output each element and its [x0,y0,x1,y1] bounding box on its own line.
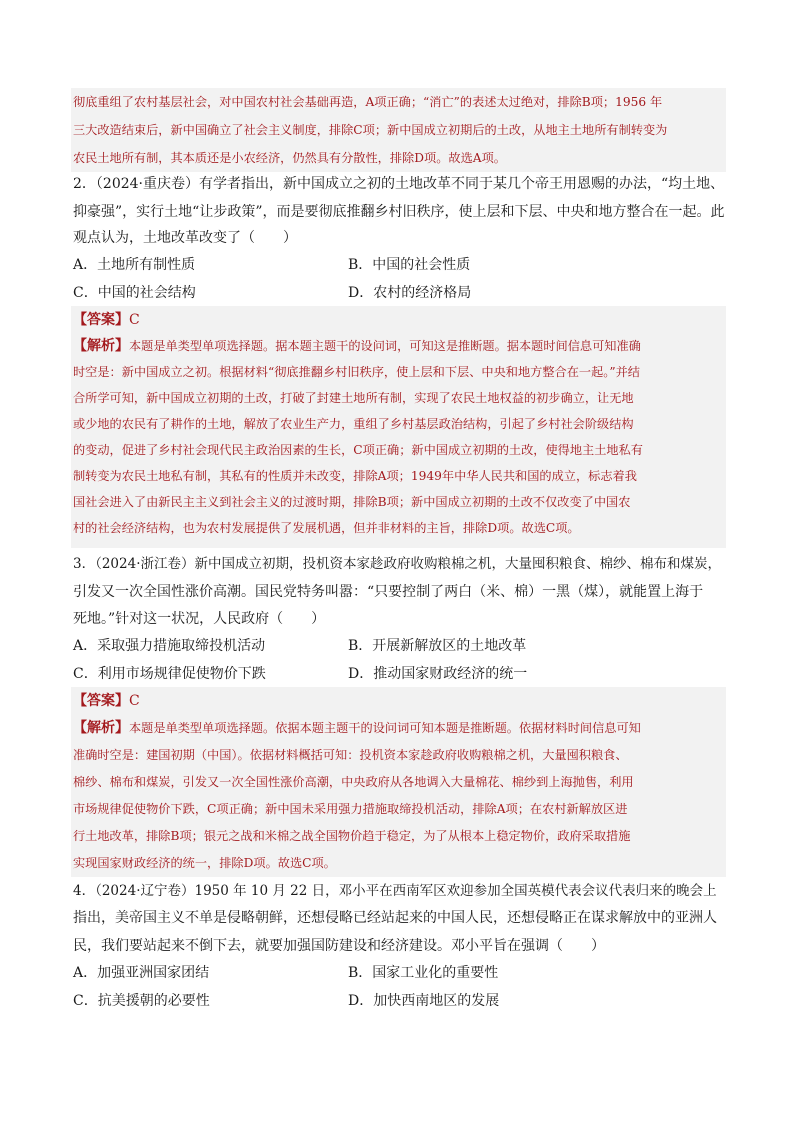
question-2-answer [73,306,725,334]
question-3-stem-line: 引发又一次全国性涨价高潮。国民党特务叫嚣：“只要控制了两白（米、棉）一黑（煤），就能置上海于 [73,584,704,600]
question-4-stem-line: 4．（2024·辽宁卷）1950 年 10 月 22 日，邓小平在西南军区欢迎参加全国英模代表会议代表归来的晚会上 [73,883,717,899]
question-2-analysis-line: 制转变为农民土地私有制，其私有的性质并未改变，排除A项；1949年中华人民共和国的成立，标志着我 [73,469,637,483]
analysis-text: 本题是单类型单项选择题。据本题主题干的设问词，可知这是推断题。据本题时间信息可知准确 [129,339,641,353]
question-3-option-c: C．利用市场规律促使物价下跌 [73,666,266,682]
question-2-analysis-line: 或少地的农民有了耕作的土地，解放了农业生产力，重组了乡村基层政治结构，引起了乡村社会阶级结构 [73,417,634,431]
analysis-tag: 【解析】 [73,720,129,736]
question-4-option-d: D．加快西南地区的发展 [348,993,500,1009]
prev-analysis-line: 三大改造结束后，新中国确立了社会主义制度，排除C项；新中国成立初期后的土改，从地主土地所有制转变为 [73,123,668,137]
prev-analysis-line: 农民土地所有制，其本质还是小农经济，仍然具有分散性，排除D项。故选A项。 [73,151,506,165]
question-3-analysis-line [73,714,725,742]
question-2-analysis-line: 合所学可知，新中国成立初期的土改，打破了封建土地所有制，实现了农民土地权益的初步确立，让无地 [73,391,634,405]
question-4-stem-line: 民，我们要站起来不倒下去，就要加强国防建设和经济建设。邓小平旨在强调（ ） [73,938,605,954]
question-2-option-c: C．中国的社会结构 [73,285,196,301]
question-3-analysis-line: 行土地改革，排除B项；银元之战和米棉之战全国物价趋于稳定，为了从根本上稳定物价，政府采取措施 [73,829,631,843]
question-2-analysis-line: 的变动，促进了乡村社会现代民主政治因素的生长，C项正确；新中国成立初期的土改，使得地主土地私有 [73,443,643,457]
question-3-stem-line: 死地。”针对这一状况，人民政府（ ） [73,611,326,627]
question-3-option-b: B．开展新解放区的土地改革 [348,638,527,654]
question-2-analysis-line: 村的社会经济结构，也为农村发展提供了发展机遇，但并非材料的主旨，排除D项。故选C项。 [73,521,580,535]
question-2-option-b: B．中国的社会性质 [348,257,471,273]
question-3-answer [73,687,725,715]
question-3-analysis-line: 市场规律促使物价下跌，C项正确；新中国未采用强力措施取缔投机活动，排除A项；在农村新解放区进 [73,802,628,816]
question-2-analysis-line: 国社会进入了由新民主主义到社会主义的过渡时期，排除B项；新中国成立初期的土改不仅改变了中国农 [73,495,631,509]
answer-tag: 【答案】 [73,312,129,328]
question-2-option-a: A．土地所有制性质 [73,257,196,273]
analysis-tag: 【解析】 [73,338,129,354]
question-3-analysis-line: 实现国家财政经济的统一，排除D项。故选C项。 [73,856,336,870]
prev-analysis-line: 彻底重组了农村基层社会，对中国农村社会基础再造，A项正确；“消亡”的表述太过绝对，排除B项；1956 年 [73,95,663,109]
question-4-option-a: A．加强亚洲国家团结 [73,965,210,981]
question-2-stem-line: 观点认为，土地改革改变了（ ） [73,230,297,246]
question-3-analysis-line: 棉纱、棉布和煤炭，引发又一次全国性涨价高潮，中央政府从各地调入大量棉花、棉纱到上海抛售，利用 [73,775,634,789]
question-3-option-d: D．推动国家财政经济的统一 [348,666,528,682]
question-2-stem-line: 2．（2024·重庆卷）有学者指出，新中国成立之初的土地改革不同于某几个帝王用恩赐的办法，“均土地、 [73,176,725,192]
question-2-option-d: D．农村的经济格局 [348,285,472,301]
question-4-option-c: C．抗美援朝的必要性 [73,993,210,1009]
question-3-analysis-line: 准确时空是：建国初期（中国）。依据材料概括可知：投机资本家趁政府收购粮棉之机，大量囤积粮食、 [73,748,628,762]
question-3-stem-line: 3．（2024·浙江卷）新中国成立初期，投机资本家趁政府收购粮棉之机，大量囤积粮食、棉纱、棉布和煤炭， [73,556,721,572]
question-4-option-b: B．国家工业化的重要性 [348,965,499,981]
question-2-analysis-line: 时空是：新中国成立之初。根据材料“彻底推翻乡村旧秩序，使上层和下层、中央和地方整合在一起。”并结 [73,365,640,379]
answer-value: C [129,693,140,709]
question-2-stem-line: 抑豪强”，实行土地“让步政策”，而是要彻底推翻乡村旧秩序，使上层和下层、中央和地方整合在一起。此 [73,204,725,220]
question-2-analysis-line [73,332,725,360]
answer-tag: 【答案】 [73,693,129,709]
question-4-stem-line: 指出，美帝国主义不单是侵略朝鲜，还想侵略已经站起来的中国人民，还想侵略正在谋求解放中的亚洲人 [73,910,717,926]
question-3-option-a: A．采取强力措施取缔投机活动 [73,638,266,654]
analysis-text: 本题是单类型单项选择题。依据本题主题干的设问词可知本题是推断题。依据材料时间信息可知 [129,721,641,735]
answer-value: C [129,312,140,328]
